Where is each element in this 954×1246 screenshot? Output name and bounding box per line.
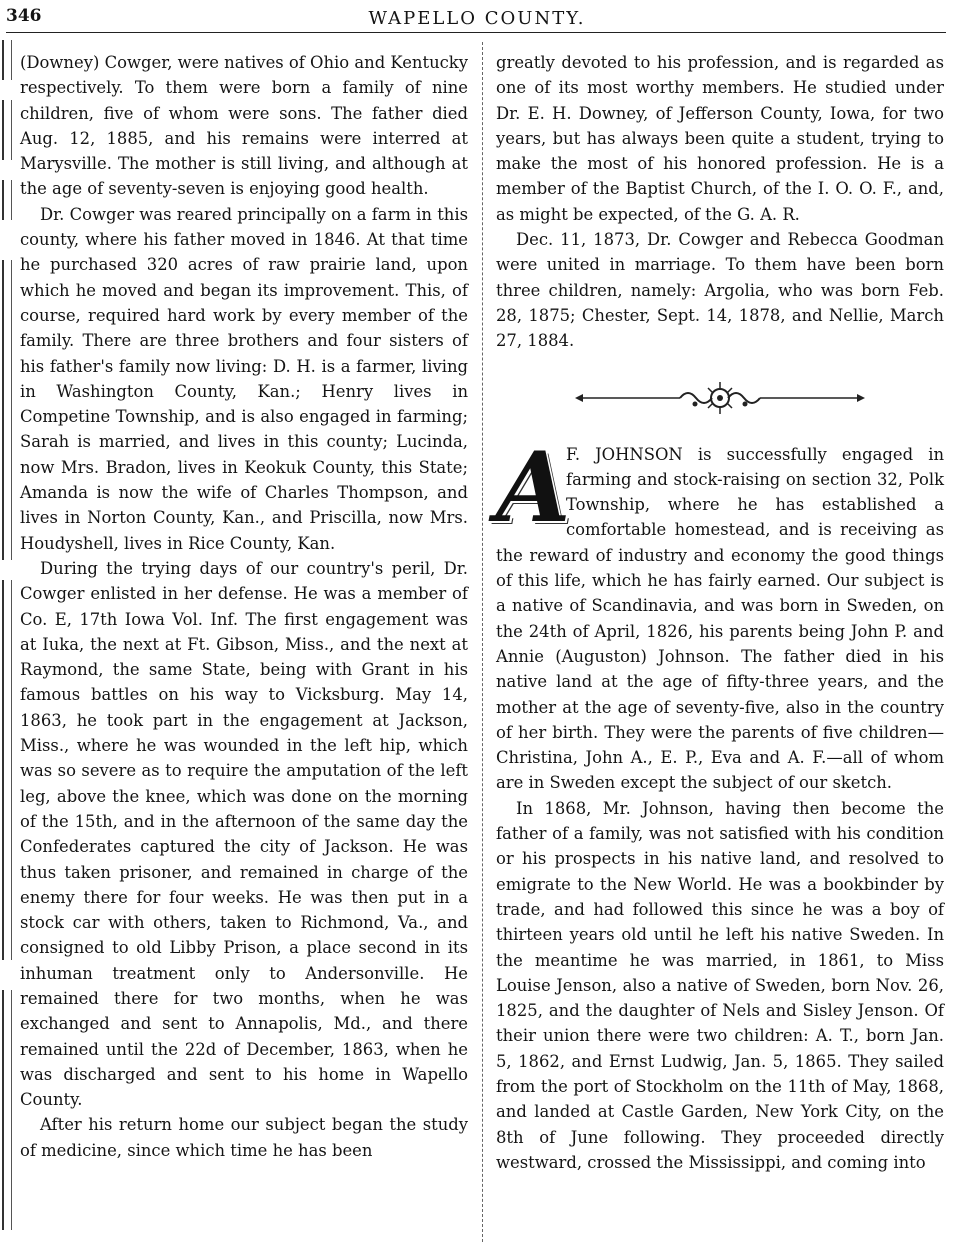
page-number: 346 — [6, 6, 42, 26]
paragraph: greatly devoted to his profession, and is regarded as one of its most worthy members. He studied under Dr. E. H. Downey, of Jefferson County, Iowa, for two years, but has always been quite a student, trying to make the most of his honored profession. He is a member of the Baptist Church, of the I. O. O. F., and, as might be expected, of the G. A. R. — [496, 53, 944, 224]
drop-cap-letter: A — [496, 430, 571, 544]
left-column — [20, 50, 468, 1163]
running-title: WAPELLO COUNTY. — [368, 8, 586, 29]
ornament-divider-icon — [575, 378, 865, 418]
section-ornament — [496, 374, 944, 422]
paragraph: Dec. 11, 1873, Dr. Cowger and Rebecca Goodman were united in marriage. To them have been born three children, namely: Argolia, who was born Feb. 28, 1875; Chester, Sept. 14, 1878, and Nellie, March 27, 1884. — [496, 230, 944, 351]
column-divider — [482, 42, 483, 1242]
header-rule — [6, 32, 946, 33]
biography-johnson — [496, 430, 944, 1176]
paragraph: Dr. Cowger was reared principally on a farm in this county, where his father moved in 1846. At that time he purchased 320 acres of raw prairie land, upon which he moved and began its improvement. This, of course, required hard work by every member of the family. There are three brothers and four sisters of his father's family now living: D. H. is a farmer, living in Washington County, Kan.; Henry lives in Competine Township, and is also engaged in farming; Sarah is married, and lives in this county; Lucinda, now Mrs. Bradon, lives in Keokuk County, this State; Amanda is now the wife of Charles Thompson, and lives in Norton County, Kan., and Priscilla, now Mrs. Houdyshell, lives in Rice County, Kan. — [20, 204, 468, 553]
paragraph: After his return home our subject began the study of medicine, since which time he has been — [20, 1115, 468, 1160]
page-header — [0, 4, 954, 32]
right-column — [496, 50, 944, 1175]
paragraph: (Downey) Cowger, were natives of Ohio and Kentucky respectively. To them were born a family of nine children, five of whom were sons. The father died Aug. 12, 1885, and his remains were interred at Marysville. The mother is still living, and although at the age of seventy-seven is enjoying good health. — [20, 53, 468, 199]
binding-margin — [0, 40, 14, 1240]
lead-paragraph: F. JOHNSON is successfully engaged in farming and stock-raising on section 32, Polk Township, where he has established a comfortable homestead, and is receiving as the reward of industry and economy the good things of this life, which he has fairly earned. Our subject is a native of Scandinavia, and was born in Sweden, on the 24th of April, 1826, his parents being John P. and Annie (Auguston) Johnson. The father died in his native land at the age of fifty-three years, and the mother at the age of seventy-five, also in the country of her birth. They were the parents of five children—Christina, John A., E. P., Eva and A. F.—all of whom are in Sweden except the subject of our sketch. — [496, 444, 944, 793]
paragraph: In 1868, Mr. Johnson, having then become the father of a family, was not satisfied with his condition or his prospects in his native land, and resolved to emigrate to the New World. He was a bookbinder by trade, and had followed this since he was a boy of thirteen years old until he left his native Sweden. In the meantime he was married, in 1861, to Miss Louise Jenson, also a native of Sweden, born Nov. 26, 1825, and the daughter of Nels and Sisley Jenson. Of their union there were two children: A. T., born Jan. 5, 1862, and Ernst Ludwig, Jan. 5, 1865. They sailed from the port of Stockholm on the 11th of May, 1868, and landed at Castle Garden, New York City, on the 8th of June following. They proceeded directly westward, crossed the Mississippi, and coming into — [496, 798, 944, 1172]
paragraph: During the trying days of our country's peril, Dr. Cowger enlisted in her defense. He was a member of Co. E, 17th Iowa Vol. Inf. The first engagement was at Iuka, the next at Ft. Gibson, Miss., and the next at Raymond, the same State, being with Grant in his famous battles on his way to Vicksburg. May 14, 1863, he took part in the engagement at Jackson, Miss., where he was wounded in the left hip, which was so severe as to require the amputation of the left leg, above the knee, which was done on the morning of the 15th, and in the afternoon of the same day the Confederates captured the city of Jackson. He was thus taken prisoner, and remained in charge of the enemy there for four weeks. He was then put in a stock car with others, taken to Richmond, Va., and consigned to old Libby Prison, a place second in its inhuman treatment only to Andersonville. He remained there for two months, when he was exchanged and sent to Annapolis, Md., and there remained until the 22d of December, 1863, when he was discharged and sent to his home in Wapello County. — [20, 558, 468, 1110]
